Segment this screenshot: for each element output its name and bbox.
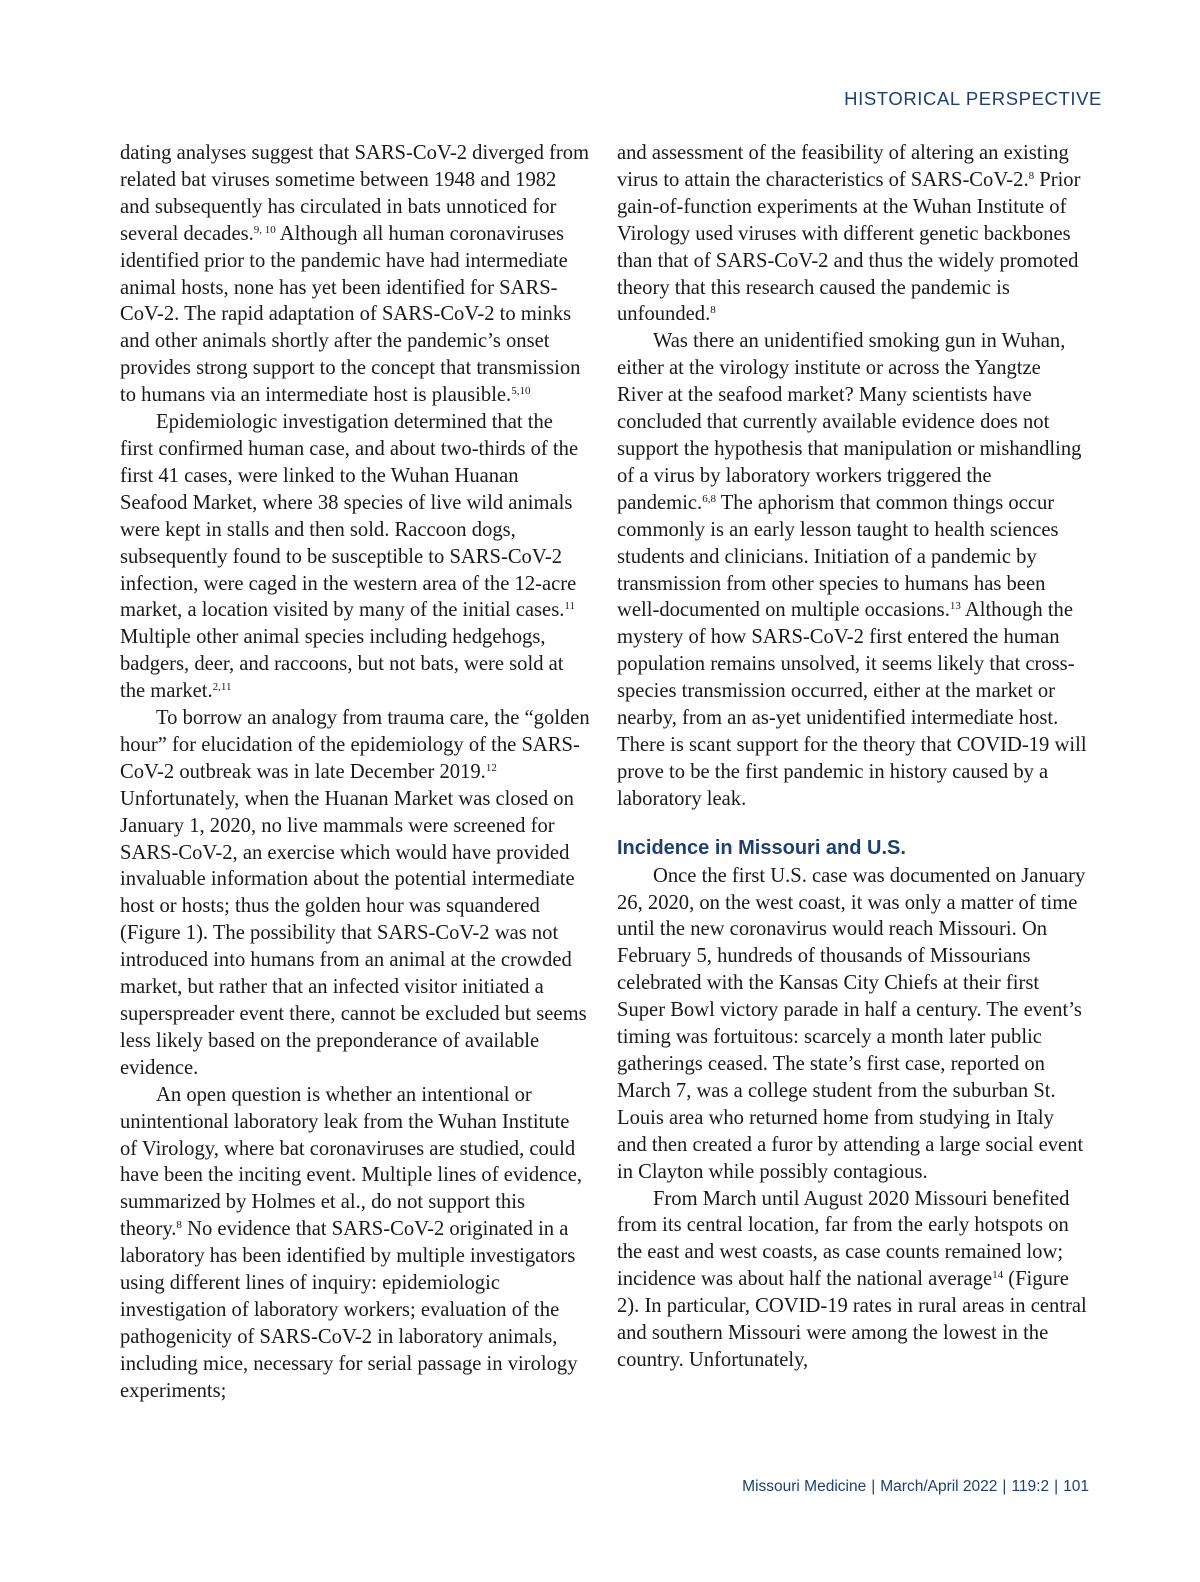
citation: 12	[485, 761, 497, 774]
separator: |	[871, 1478, 876, 1495]
citation: 6,8	[702, 492, 716, 505]
paragraph-text: An open question is whether an intentional or unintentional laboratory leak from the Wuhan Institute of Virology, where bat coronaviruses are studied, could have been the inciting event. Multiple lines of evidence, summarized by Holmes et al., do not support this theory.	[120, 1083, 583, 1241]
paragraph-text: (Figure 2). In particular, COVID-19 rates in rural areas in central and southern Missouri were among the lowest in the country. Unfortunately,	[617, 1268, 1087, 1371]
section-heading: Incidence in Missouri and U.S.	[617, 836, 906, 859]
page-footer	[742, 1478, 1089, 1496]
paragraph-text: Prior gain-of-function experiments at the Wuhan Institute of Virology used viruses with different genetic backbones than that of SARS-CoV-2 and thus the widely promoted theory that this research caused the pandemic is unfounded.	[617, 168, 1081, 326]
paragraph-text: Although the mystery of how SARS-CoV-2 first entered the human population remains unsolved, it seems likely that cross-species transmission occurred, either at the market or nearby, from an as-yet unidentified intermediate host. There is scant support for the theory that COVID-19 will prove to be the first pandemic in history caused by a laboratory leak.	[617, 599, 1087, 810]
paragraph	[617, 1186, 1087, 1374]
volume-issue: 119:2	[1011, 1478, 1050, 1495]
citation: 2,11	[212, 681, 232, 694]
paragraph	[120, 140, 590, 409]
paragraph	[120, 705, 590, 1082]
citation: 11	[564, 600, 575, 613]
paragraph	[617, 140, 1087, 328]
citation: 5,10	[511, 385, 531, 398]
section-header: HISTORICAL PERSPECTIVE	[844, 88, 1102, 109]
paragraph	[617, 328, 1087, 812]
right-column	[617, 140, 1087, 1374]
issue-date: March/April 2022	[880, 1478, 998, 1495]
paragraph-text: Although all human coronaviruses identified prior to the pandemic have had intermediate animal hosts, none has yet been identified for SARS-CoV-2. The rapid adaptation of SARS-CoV-2 to minks and other animals shortly after the pandemic’s onset provides strong support to the concept that transmission to humans via an intermediate host is plausible.	[120, 222, 581, 407]
paragraph-text: Unfortunately, when the Huanan Market was closed on January 1, 2020, no live mammals were screened for SARS-CoV-2, an exercise which would have provided invaluable information about the potential intermediate host or hosts; thus the golden hour was squandered (Figure 1). The possibility that SARS-CoV-2 was not introduced into humans from an animal at the crowded market, but rather that an infected visitor initiated a superspreader event there, cannot be excluded but seems less likely based on the preponderance of available evidence.	[120, 787, 587, 1079]
page-number: 101	[1063, 1478, 1089, 1495]
citation: 8	[1028, 169, 1035, 182]
paragraph-text: No evidence that SARS-CoV-2 originated in a laboratory has been identified by multiple investigators using different lines of inquiry: epidemiologic investigation of laboratory workers; evaluation of the pathogenicity of SARS-CoV-2 in laboratory animals, including mice, necessary for serial passage in virology experiments;	[120, 1218, 578, 1402]
separator: |	[1002, 1478, 1007, 1495]
citation: 13	[949, 600, 961, 613]
paragraph-text: Multiple other animal species including hedgehogs, badgers, deer, and raccoons, but not bats, were sold at the market.	[120, 626, 564, 703]
citation: 9, 10	[253, 223, 276, 236]
citation: 14	[992, 1269, 1004, 1282]
paragraph	[120, 409, 590, 705]
paragraph-text: Was there an unidentified smoking gun in Wuhan, either at the virology institute or across the Yangtze River at the seafood market? Many scientists have concluded that currently available evidence does not support the hypothesis that manipulation or mishandling of a virus by laboratory workers triggered the pandemic.	[617, 330, 1082, 514]
paragraph	[617, 863, 1087, 1186]
separator: |	[1054, 1478, 1059, 1495]
paragraph-text: The aphorism that common things occur commonly is an early lesson taught to health sciences students and clinicians. Initiation of a pandemic by transmission from other species to humans has been well-documented on multiple occasions.	[617, 491, 1059, 622]
paragraph-text: From March until August 2020 Missouri benefited from its central location, far from the early hotspots on the east and west coasts, as case counts remained low; incidence was about half the national average	[617, 1187, 1070, 1291]
left-column	[120, 140, 590, 1405]
paragraph-text: Epidemiologic investigation determined that the first confirmed human case, and about two-thirds of the first 41 cases, were linked to the Wuhan Huanan Seafood Market, where 38 species of live wild animals were kept in stalls and then sold. Raccoon dogs, subsequently found to be susceptible to SARS-CoV-2 infection, were caged in the western area of the 12-acre market, a location visited by many of the initial cases.	[120, 411, 579, 622]
citation: 8	[176, 1219, 182, 1232]
citation: 8	[710, 304, 716, 317]
paragraph-text: dating analyses suggest that SARS-CoV-2 diverged from related bat viruses sometime between 1948 and 1982 and subsequently has circulated in bats unnoticed for several decades.	[120, 142, 590, 245]
journal-name: Missouri Medicine	[742, 1478, 867, 1495]
paragraph-text: To borrow an analogy from trauma care, the “golden hour” for elucidation of the epidemiology of the SARS-CoV-2 outbreak was in late December 2019.	[120, 707, 590, 783]
paragraph	[120, 1082, 590, 1405]
paragraph-text: Once the first U.S. case was documented on January 26, 2020, on the west coast, it was only a matter of time until the new coronavirus would reach Missouri. On February 5, hundreds of thousands of Missourians celebrated with the Kansas City Chiefs at their first Super Bowl victory parade in half a century. The event’s timing was fortuitous: scarcely a month later public gatherings ceased. The state’s first case, reported on March 7, was a college student from the suburban St. Louis area who returned home from studying in Italy and then created a furor by attending a large social event in Clayton while possibly contagious.	[617, 864, 1086, 1183]
paragraph-text: and assessment of the feasibility of altering an existing virus to attain the characteristics of SARS-CoV-2.	[617, 142, 1069, 191]
